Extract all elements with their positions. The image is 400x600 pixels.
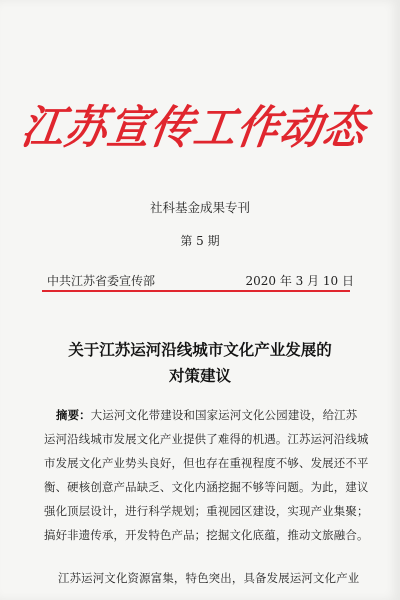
- issue-date: 2020 年 3 月 10 日: [245, 274, 354, 288]
- abstract-line: [56, 407, 374, 423]
- abstract-line: 强化顶层设计，进行科学规划；重视园区建设，实现产业集聚；: [44, 504, 369, 518]
- issue-number: 第 5 期: [180, 234, 220, 248]
- abstract-line: 搞好非遗传承，开发特色产品；挖掘文化底蕴，推动文旅融合。: [44, 528, 369, 542]
- abstract-text: 大运河文化带建设和国家运河文化公园建设，给江苏: [90, 408, 358, 422]
- banner-title: 江苏宣传工作动态: [18, 101, 370, 154]
- abstract-line: 运河沿线城市发展文化产业提供了难得的机遇。江苏运河沿线城: [44, 432, 369, 446]
- abstract-line: 衡、硬核创意产品缺乏、文化内涵挖掘不够等问题。为此，建议: [44, 480, 369, 494]
- issue-title: 社科基金成果专刊: [149, 200, 250, 215]
- publisher: 中共江苏省委宣传部: [47, 274, 156, 288]
- article-title-line-1: 关于江苏运河沿线城市文化产业发展的: [68, 341, 332, 359]
- article-title-line-2: 对策建议: [168, 367, 231, 385]
- red-divider: [42, 290, 350, 292]
- abstract-line: 市发展文化产业势头良好，但也存在重视程度不够、发展还不平: [44, 456, 369, 470]
- body-paragraph-line: 江苏运河文化资源富集，特色突出，具备发展运河文化产业: [58, 571, 360, 585]
- abstract-label: 摘要：: [56, 408, 91, 422]
